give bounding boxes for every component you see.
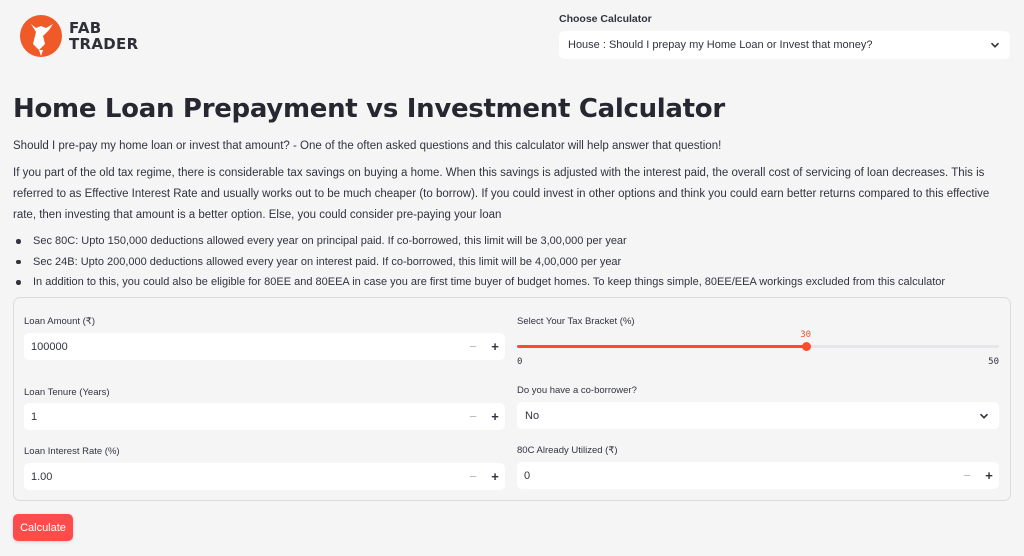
loan-amount-input[interactable] <box>24 333 505 360</box>
decrement-button[interactable]: − <box>469 409 477 424</box>
description-text: If you part of the old tax regime, there is considerable tax savings on buying a home. When this savings is adjusted with the interest paid, the overall cost of servicing of loan decreases. This is referred to as Effective Interest Rate and usually works out to be much cheaper (to borrow). If you could invest in other options and think you could earn better returns compared to this effective rate, then investing that amount is a better option. Else, you could consider pre-paying your loan <box>13 167 990 221</box>
loan-tenure-label: Loan Tenure (Years) <box>24 387 110 398</box>
already-80c-value: 0 <box>524 469 531 482</box>
decrement-button[interactable]: − <box>469 469 477 484</box>
increment-button[interactable]: + <box>491 339 499 354</box>
decrement-button[interactable]: − <box>469 339 477 354</box>
already-80c-input[interactable] <box>517 462 999 489</box>
decrement-button[interactable]: − <box>963 468 971 483</box>
brand-logo[interactable] <box>19 14 138 58</box>
fox-logo-icon <box>19 14 63 58</box>
list-item: Sec 80C: Upto 150,000 deductions allowed every year on principal paid. If co-borrowed, this limit will be 3,00,000 per year <box>13 231 1013 252</box>
increment-button[interactable]: + <box>491 409 499 424</box>
slider-current-value: 30 <box>800 330 812 340</box>
increment-button[interactable]: + <box>491 469 499 484</box>
slider-min-label: 0 <box>517 357 523 367</box>
calculate-button[interactable]: Calculate <box>13 514 73 541</box>
interest-rate-input[interactable] <box>24 463 505 490</box>
interest-rate-value: 1.00 <box>31 470 53 483</box>
loan-amount-value: 100000 <box>31 340 68 353</box>
increment-button[interactable]: + <box>985 468 993 483</box>
loan-tenure-input[interactable] <box>24 403 505 430</box>
co-borrower-select[interactable] <box>517 402 999 429</box>
calculator-select[interactable] <box>559 31 1010 59</box>
loan-amount-label: Loan Amount (₹) <box>24 316 95 327</box>
loan-tenure-value: 1 <box>31 410 38 423</box>
tax-bracket-label: Select Your Tax Bracket (%) <box>517 316 635 327</box>
deduction-list <box>13 231 1013 293</box>
chevron-down-icon <box>979 411 989 421</box>
already-80c-label: 80C Already Utilized (₹) <box>517 445 618 456</box>
page-title: Home Loan Prepayment vs Investment Calculator <box>13 94 725 124</box>
list-item: In addition to this, you could also be eligible for 80EE and 80EEA in case you are first time buyer of budget homes. To keep things simple, 80EE/EEA workings excluded from this calculator <box>13 272 1013 293</box>
slider-thumb[interactable] <box>802 342 811 351</box>
tax-bracket-slider[interactable] <box>517 330 999 370</box>
slider-fill <box>517 345 806 348</box>
slider-max-label: 50 <box>988 357 999 367</box>
chevron-down-icon <box>990 40 1000 50</box>
brand-line-2: TRADER <box>69 35 139 53</box>
brand-name <box>69 20 138 52</box>
co-borrower-value: No <box>525 409 540 422</box>
intro-text: Should I pre-pay my home loan or invest that amount? - One of the often asked questions and this calculator will help answer that question! <box>13 140 722 152</box>
list-item: Sec 24B: Upto 200,000 deductions allowed every year on interest paid. If co-borrowed, this limit will be 4,00,000 per year <box>13 252 1013 273</box>
co-borrower-label: Do you have a co-borrower? <box>517 385 637 396</box>
calculator-select-value: House : Should I prepay my Home Loan or Invest that money? <box>568 39 873 51</box>
brand-line-1: FAB <box>69 19 102 37</box>
interest-rate-label: Loan Interest Rate (%) <box>24 446 120 457</box>
choose-calculator-label: Choose Calculator <box>559 13 652 25</box>
